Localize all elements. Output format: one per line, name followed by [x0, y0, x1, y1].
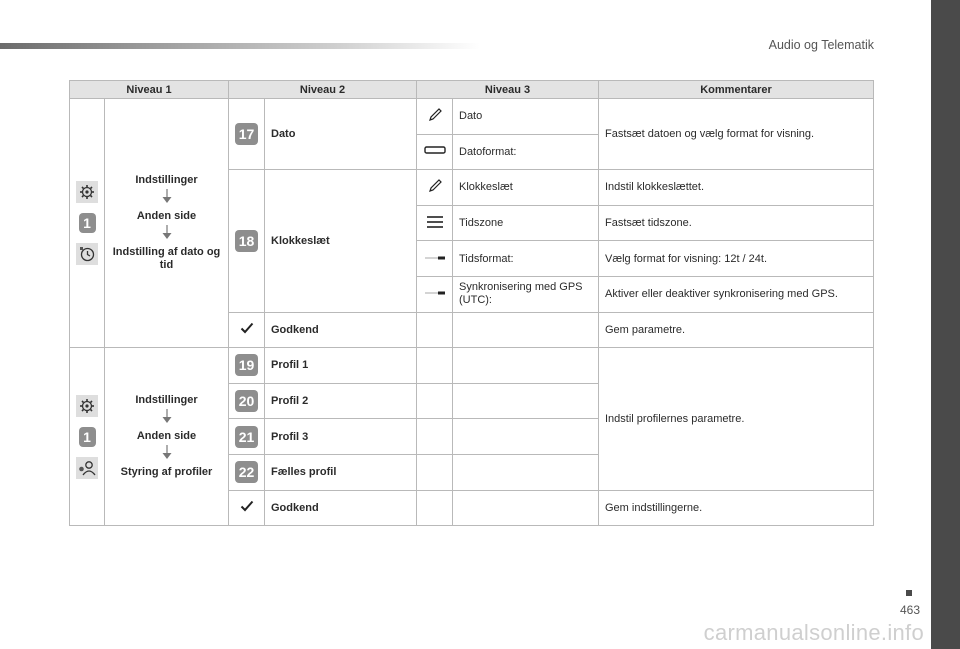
checkmark-icon [240, 322, 254, 334]
list-icon [426, 215, 444, 229]
comment-cell: Indstil klokkeslættet. [599, 170, 874, 206]
level2-badge-cell [229, 170, 265, 312]
comment-cell: Vælg format for visning: 12t / 24t. [599, 241, 874, 277]
arrow-down-icon [160, 445, 174, 460]
path-step: Indstilling af dato og tid [112, 246, 221, 272]
empty-cell [453, 419, 599, 455]
empty-cell [453, 490, 599, 526]
comment-cell: Fastsæt datoen og vælg format for visning. [599, 99, 874, 170]
level3-icon-cell [417, 170, 453, 206]
level3-icon-cell [417, 241, 453, 277]
level1-icons-cell [70, 348, 105, 526]
settings-table [69, 80, 874, 526]
step-badge: 19 [235, 354, 258, 376]
level1-path-cell [105, 348, 229, 526]
path-step: Indstillinger [135, 394, 198, 407]
level1-path-cell [105, 99, 229, 348]
comment-cell: Gem parametre. [599, 312, 874, 348]
column-header: Niveau 3 [417, 81, 599, 99]
check-cell [229, 490, 265, 526]
comment-cell: Fastsæt tidszone. [599, 205, 874, 241]
table-row [70, 99, 874, 135]
table-row [70, 348, 874, 384]
empty-cell [417, 490, 453, 526]
level2-label: Profil 1 [265, 348, 417, 384]
section-title: Audio og Telematik [768, 38, 874, 52]
pen-icon [427, 107, 443, 123]
level3-icon-cell [417, 134, 453, 170]
column-header: Kommentarer [599, 81, 874, 99]
level2-label: Klokkeslæt [265, 170, 417, 312]
step-badge: 17 [235, 123, 258, 145]
page-marker [906, 590, 912, 596]
level3-label: Datoformat: [453, 134, 599, 170]
comment-cell: Aktiver eller deaktiver synkronisering med GPS. [599, 276, 874, 312]
side-strip [931, 0, 960, 649]
path-step: Anden side [136, 430, 197, 443]
pen-icon [427, 178, 443, 194]
watermark: carmanualsonline.info [703, 620, 924, 645]
check-cell [229, 312, 265, 348]
level2-badge-cell [229, 348, 265, 384]
page-number: 463 [899, 603, 920, 617]
empty-cell [417, 419, 453, 455]
level3-label: Synkronisering med GPS (UTC): [453, 276, 599, 312]
level2-badge-cell [229, 419, 265, 455]
toggle-icon [424, 289, 446, 297]
level1-icons-cell [70, 99, 105, 348]
header-gradient-bar [0, 43, 480, 49]
path-step: Anden side [136, 210, 197, 223]
arrow-down-icon [160, 225, 174, 240]
level2-label: Dato [265, 99, 417, 170]
level2-label: Profil 2 [265, 383, 417, 419]
step-badge: 1 [79, 427, 96, 447]
arrow-down-icon [160, 409, 174, 424]
column-header: Niveau 1 [70, 81, 229, 99]
level3-icon-cell [417, 276, 453, 312]
checkmark-icon [240, 500, 254, 512]
level2-label: Godkend [265, 490, 417, 526]
level2-badge-cell [229, 383, 265, 419]
empty-cell [453, 383, 599, 419]
comment-cell: Gem indstillingerne. [599, 490, 874, 526]
level2-label: Godkend [265, 312, 417, 348]
level2-badge-cell [229, 454, 265, 490]
comment-cell: Indstil profilernes parametre. [599, 348, 874, 490]
level3-label: Tidszone [453, 205, 599, 241]
gear-icon [76, 395, 98, 417]
empty-cell [417, 454, 453, 490]
toggle-icon [424, 254, 446, 262]
column-header: Niveau 2 [229, 81, 417, 99]
level2-label: Profil 3 [265, 419, 417, 455]
gear-icon [76, 181, 98, 203]
level2-badge-cell [229, 99, 265, 170]
table-header-row [70, 81, 874, 99]
level3-label: Dato [453, 99, 599, 135]
step-badge: 1 [79, 213, 96, 233]
level3-icon-cell [417, 99, 453, 135]
step-badge: 21 [235, 426, 258, 448]
step-badge: 18 [235, 230, 258, 252]
step-badge: 22 [235, 461, 258, 483]
level3-label: Klokkeslæt [453, 170, 599, 206]
clock-icon [76, 243, 98, 265]
level2-label: Fælles profil [265, 454, 417, 490]
empty-cell [417, 348, 453, 384]
arrow-down-icon [160, 189, 174, 204]
path-step: Styring af profiler [120, 466, 213, 479]
level3-label: Tidsformat: [453, 241, 599, 277]
profile-icon [76, 457, 98, 479]
empty-cell [453, 454, 599, 490]
empty-cell [453, 348, 599, 384]
empty-cell [417, 312, 453, 348]
level3-icon-cell [417, 205, 453, 241]
empty-cell [453, 312, 599, 348]
empty-cell [417, 383, 453, 419]
step-badge: 20 [235, 390, 258, 412]
path-step: Indstillinger [135, 174, 198, 187]
format-icon [424, 145, 446, 155]
